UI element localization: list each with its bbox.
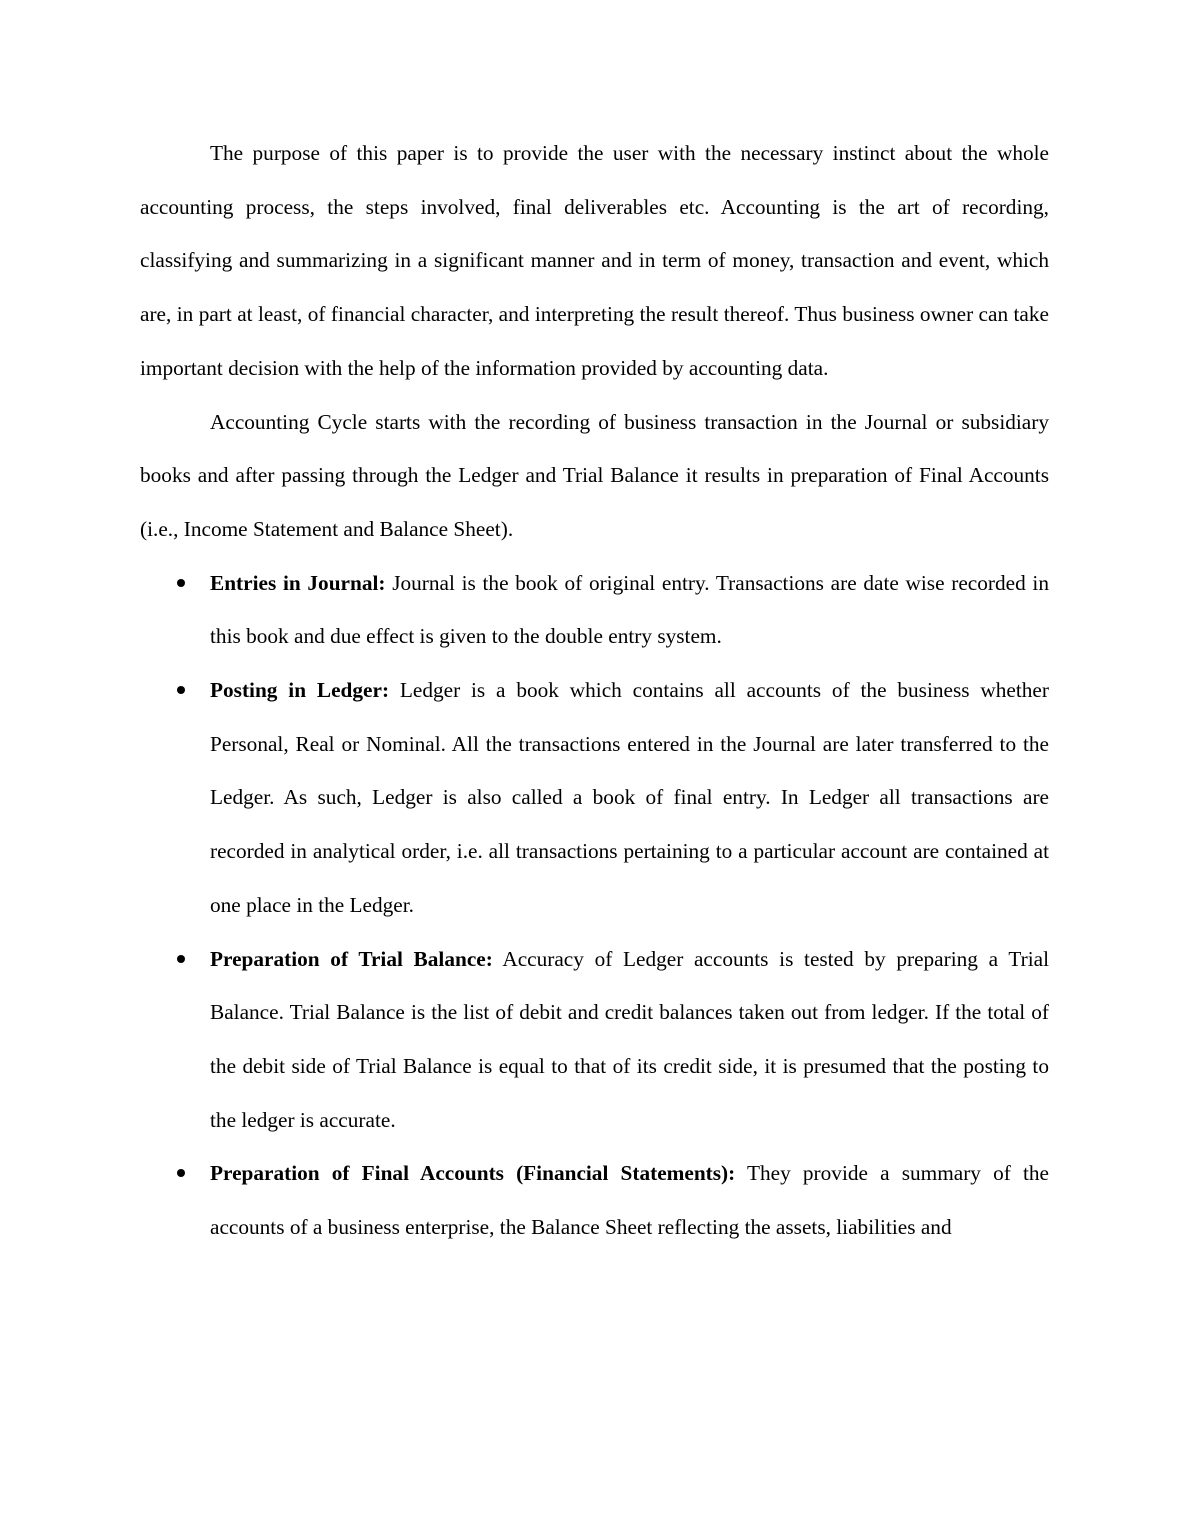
document-body xyxy=(140,127,1049,1255)
bullet-term: Preparation of Trial Balance: xyxy=(210,946,493,971)
accounting-steps-list xyxy=(140,557,1049,1255)
bullet-term: Preparation of Final Accounts (Financial Statements): xyxy=(210,1161,736,1186)
bullet-icon xyxy=(177,579,185,587)
bullet-text: Ledger is a book which contains all accounts of the business whether Personal, Real or Nominal. All the transactions entered in the Journal are later transferred to the Ledger. As such, Ledger is also called a book of final entry. In Ledger all transactions are recorded in analytical order, i.e. all transactions pertaining to a particular account are contained at one place in the Ledger. xyxy=(210,678,1049,917)
list-item-ledger xyxy=(140,664,1049,933)
bullet-text: They provide a summary of the accounts of a business enterprise, the Balance Sheet reflecting the assets, liabilities and xyxy=(210,1161,1049,1240)
bullet-term: Posting in Ledger: xyxy=(210,678,390,703)
bullet-text: Accuracy of Ledger accounts is tested by preparing a Trial Balance. Trial Balance is the list of debit and credit balances taken out from ledger. If the total of the debit side of Trial Balance is equal to that of its credit side, it is presumed that the posting to the ledger is accurate. xyxy=(210,946,1049,1132)
bullet-icon xyxy=(177,686,185,694)
list-item-trial-balance xyxy=(140,933,1049,1148)
paragraph-purpose: The purpose of this paper is to provide the user with the necessary instinct about the whole accounting process, the steps involved, final deliverables etc. Accounting is the art of recording, classifying and summarizing in a significant manner and in term of money, transaction and event, which are, in part at least, of financial character, and interpreting the result thereof. Thus business owner can take important decision with the help of the information provided by accounting data. xyxy=(140,141,1049,380)
list-item-final-accounts xyxy=(140,1147,1049,1254)
bullet-term: Entries in Journal: xyxy=(210,570,386,595)
bullet-text: Journal is the book of original entry. Transactions are date wise recorded in this book and due effect is given to the double entry system. xyxy=(210,570,1049,649)
bullet-icon xyxy=(177,1169,185,1177)
list-item-journal xyxy=(140,557,1049,664)
bullet-icon xyxy=(177,955,185,963)
paragraph-accounting-cycle: Accounting Cycle starts with the recording of business transaction in the Journal or subsidiary books and after passing through the Ledger and Trial Balance it results in preparation of Final Accounts (i.e., Income Statement and Balance Sheet). xyxy=(140,409,1049,541)
